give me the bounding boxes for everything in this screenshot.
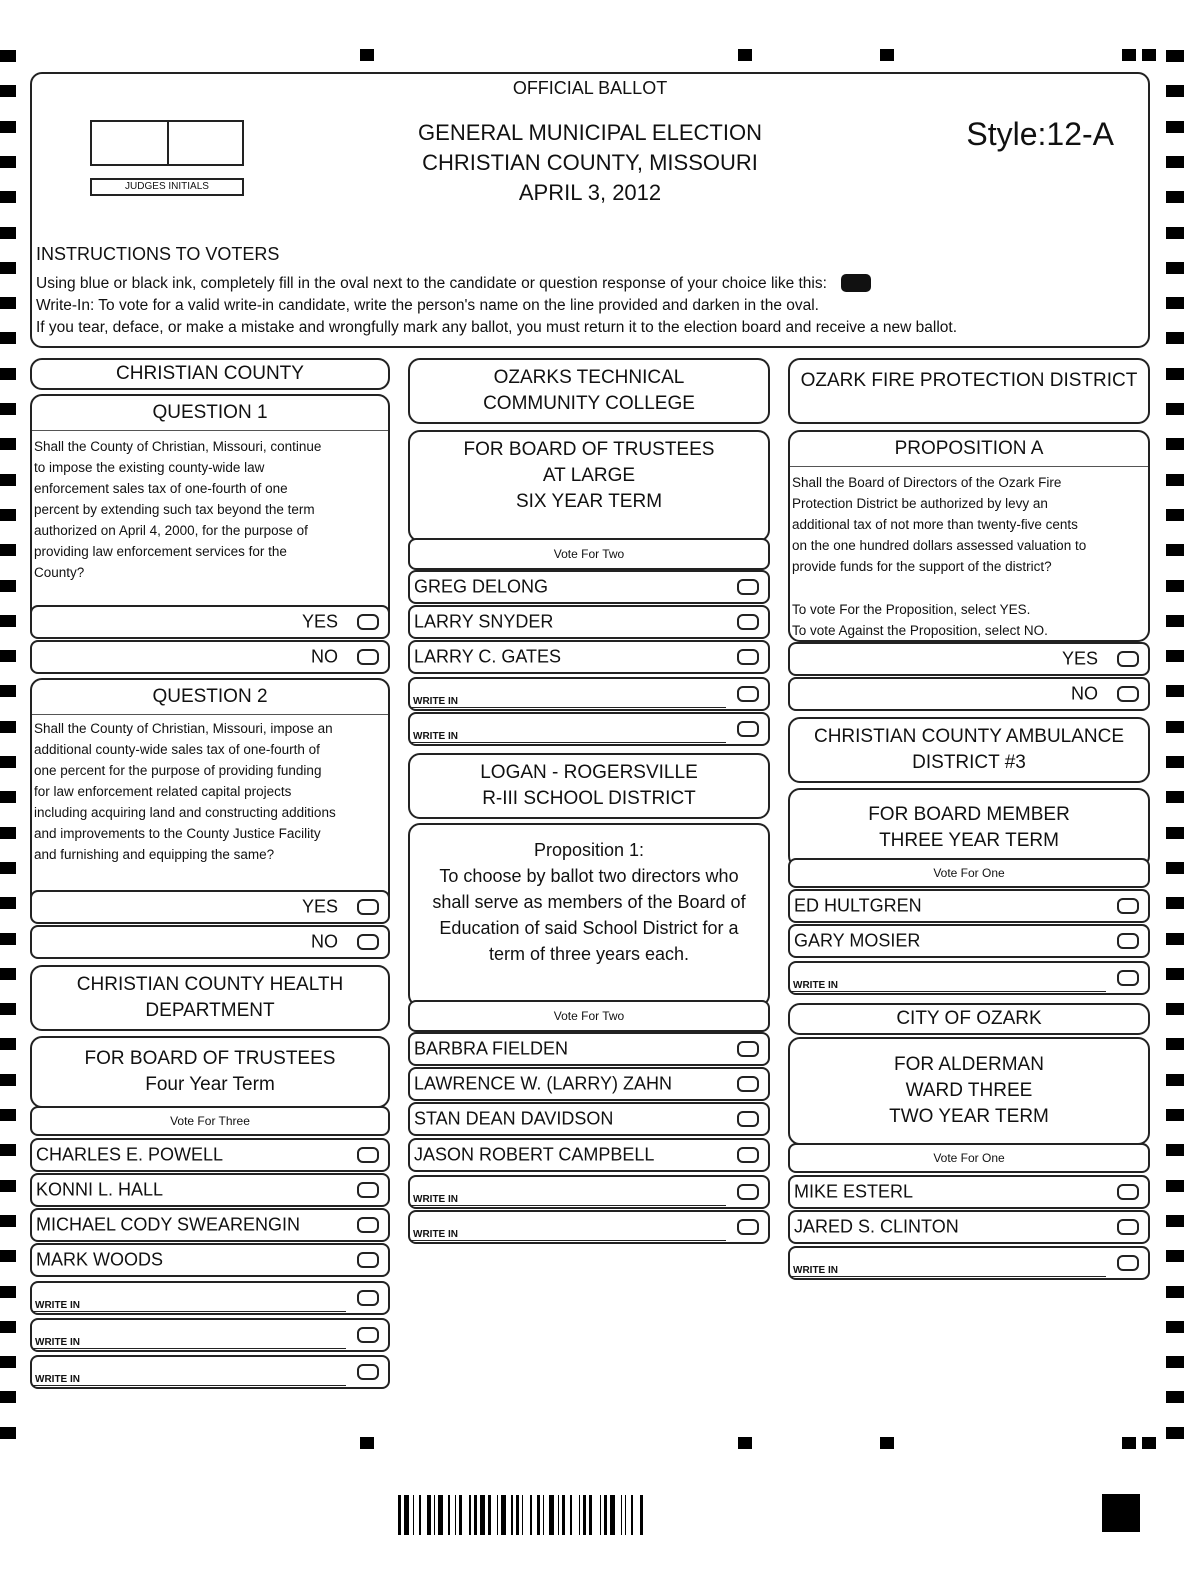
timing-mark [0, 580, 16, 592]
timing-mark [0, 1144, 16, 1156]
health-department-header: CHRISTIAN COUNTY HEALTH DEPARTMENT [30, 965, 390, 1031]
timing-mark [1166, 1391, 1184, 1403]
timing-mark [1166, 721, 1184, 733]
oval[interactable] [737, 649, 759, 665]
timing-mark [1166, 438, 1184, 450]
instructions-line-1: Using blue or black ink, completely fill in the oval next to the candidate or question response of your choice like this: [36, 275, 827, 292]
timing-mark [0, 1038, 16, 1050]
timing-mark [0, 1180, 16, 1192]
ballot-style: Style:12-A [966, 116, 1114, 152]
candidate-name: BARBRA FIELDEN [414, 1038, 569, 1059]
timing-mark [0, 862, 16, 874]
barcode-bar [537, 1495, 540, 1535]
oval[interactable] [357, 899, 379, 915]
barcode-bar [543, 1495, 545, 1535]
timing-mark [0, 685, 16, 697]
timing-mark [1166, 1109, 1184, 1121]
candidate-row[interactable] [30, 1243, 390, 1277]
instructions-title: INSTRUCTIONS TO VOTERS [36, 244, 280, 264]
timing-mark [1166, 933, 1184, 945]
candidate-row[interactable] [788, 1175, 1150, 1209]
question-1-title: QUESTION 1 [152, 402, 268, 423]
oval[interactable] [1117, 651, 1139, 667]
yes-label: YES [301, 611, 338, 632]
vote-for-two: Vote For Two [408, 538, 770, 570]
timing-mark [1122, 49, 1136, 61]
school-district-header: LOGAN - ROGERSVILLE R-III SCHOOL DISTRICT [408, 753, 770, 819]
barcode-bar [459, 1495, 462, 1535]
candidate-row[interactable] [408, 1102, 770, 1136]
oval[interactable] [357, 1217, 379, 1233]
candidate-row[interactable] [30, 1138, 390, 1172]
write-in-label: WRITE IN [413, 1229, 458, 1240]
oval[interactable] [737, 686, 759, 702]
barcode-bar [631, 1495, 633, 1535]
candidate-name: JASON ROBERT CAMPBELL [414, 1144, 655, 1165]
candidate-row[interactable] [408, 1067, 770, 1101]
barcode-bar [404, 1495, 409, 1535]
timing-mark [1166, 1074, 1184, 1086]
corner-block-mark [1102, 1494, 1140, 1532]
instructions-text [36, 270, 1146, 339]
barcode-bar [600, 1495, 602, 1535]
candidate-row[interactable] [30, 1173, 390, 1207]
timing-mark [0, 1286, 16, 1298]
proposition-a-box [788, 430, 1150, 642]
barcode-bar [589, 1495, 592, 1535]
oval[interactable] [357, 1364, 379, 1380]
timing-mark [0, 1250, 16, 1262]
timing-mark [1166, 1427, 1184, 1439]
timing-mark [0, 1391, 16, 1403]
christian-county-header: CHRISTIAN COUNTY [30, 358, 390, 390]
oval[interactable] [737, 721, 759, 737]
judges-initials-label: JUDGES INITIALS [90, 178, 244, 196]
timing-mark [360, 1437, 374, 1449]
oval[interactable] [357, 1182, 379, 1198]
candidate-name: MIKE ESTERL [794, 1181, 914, 1202]
oval[interactable] [737, 1219, 759, 1235]
timing-mark [1166, 1321, 1184, 1333]
barcode-bar [434, 1495, 436, 1535]
timing-mark [1166, 685, 1184, 697]
instructions-line-3: If you tear, deface, or make a mistake and wrongfully mark any ballot, you must return it to the election board and receive a new ballot. [36, 319, 958, 336]
oval[interactable] [737, 614, 759, 630]
timing-mark [880, 1437, 894, 1449]
timing-mark [1166, 332, 1184, 344]
candidate-name: MARK WOODS [36, 1249, 164, 1270]
timing-mark [1166, 1003, 1184, 1015]
timing-mark [1166, 191, 1184, 203]
barcode-bar [438, 1495, 443, 1535]
timing-mark [1166, 50, 1184, 62]
timing-mark [1142, 1437, 1156, 1449]
candidate-name: GREG DELONG [414, 576, 549, 597]
instructions-line-2: Write-In: To vote for a valid write-in candidate, write the person's name on the line provided and darken in the oval. [36, 297, 819, 314]
judges-initials-boxes[interactable] [90, 120, 244, 166]
oval[interactable] [357, 649, 379, 665]
proposition-a-yes-row[interactable] [788, 642, 1150, 676]
candidate-name: JARED S. CLINTON [794, 1216, 959, 1237]
timing-mark [1166, 1180, 1184, 1192]
timing-mark [0, 721, 16, 733]
candidate-name: ED HULTGREN [794, 895, 922, 916]
vote-for-two: Vote For Two [408, 1000, 770, 1032]
timing-mark [0, 1427, 16, 1439]
timing-mark [1166, 368, 1184, 380]
write-in-row[interactable] [30, 1281, 390, 1315]
timing-mark [0, 650, 16, 662]
timing-mark [738, 49, 752, 61]
proposition-a-text: Shall the Board of Directors of the Ozark Fire Protection District be authorized by levy an additional tax of not more than twenty-five cents on the one hundred dollars assessed valuation to provide funds for the support of the district? To vote For the Proposition, select YES. To vote Against the Proposition, select NO. [792, 475, 1087, 638]
write-in-row[interactable] [30, 1318, 390, 1352]
barcode-bar [604, 1495, 607, 1535]
write-in-label: WRITE IN [413, 731, 458, 742]
oval[interactable] [357, 1327, 379, 1343]
oval[interactable] [357, 1147, 379, 1163]
timing-mark [0, 615, 16, 627]
write-in-label: WRITE IN [35, 1300, 80, 1311]
question-1-text: Shall the County of Christian, Missouri, continue to impose the existing county-wide law enforcement sales tax of one-fourth of one percent by extending such tax beyond the term authorized on April 4, 2000, for the purpose of providing law enforcement services for the County? [34, 439, 322, 580]
candidate-row[interactable] [788, 889, 1150, 923]
timing-mark [1166, 791, 1184, 803]
candidate-name: GARY MOSIER [794, 930, 921, 951]
oval[interactable] [1117, 1219, 1139, 1235]
question-2-text: Shall the County of Christian, Missouri, impose an additional county-wide sales tax of one-fourth of one percent for the purpose of providing funding for law enforcement related capital projects including acquiring land and constructing additions and improvements to the County Justice Facility and furnishing and equipping the same? [34, 721, 336, 862]
write-in-row[interactable] [408, 712, 770, 746]
timing-mark [1166, 1286, 1184, 1298]
city-of-ozark-header: CITY OF OZARK [788, 1003, 1150, 1035]
question-2-box [30, 678, 390, 918]
timing-mark [1166, 1356, 1184, 1368]
no-label: NO [311, 646, 338, 667]
timing-mark [0, 1074, 16, 1086]
board-member-header: FOR BOARD MEMBER THREE YEAR TERM [788, 788, 1150, 868]
barcode-bar [413, 1495, 415, 1535]
candidate-row[interactable] [788, 1210, 1150, 1244]
barcode-bar [455, 1495, 457, 1535]
candidate-name: KONNI L. HALL [36, 1179, 164, 1200]
oval[interactable] [357, 1290, 379, 1306]
barcode-bar [469, 1495, 471, 1535]
timing-mark [0, 227, 16, 239]
timing-mark [0, 509, 16, 521]
health-trustees-header: FOR BOARD OF TRUSTEES Four Year Term [30, 1036, 390, 1108]
proposition-a-no-row[interactable] [788, 677, 1150, 711]
candidate-row[interactable] [408, 1032, 770, 1066]
timing-mark [0, 1003, 16, 1015]
candidate-row[interactable] [788, 924, 1150, 958]
timing-mark [0, 474, 16, 486]
timing-mark [1166, 227, 1184, 239]
official-ballot-label: OFFICIAL BALLOT [512, 78, 668, 98]
oval[interactable] [357, 614, 379, 630]
proposition-1-text: Proposition 1: To choose by ballot two directors who shall serve as members of the Board of Education of said School District for a term of three years each. [432, 840, 746, 964]
write-in-row[interactable] [408, 677, 770, 711]
oval[interactable] [737, 1147, 759, 1163]
alderman-header: FOR ALDERMAN WARD THREE TWO YEAR TERM [788, 1037, 1150, 1145]
write-in-label: WRITE IN [413, 696, 458, 707]
timing-mark [1166, 1038, 1184, 1050]
timing-mark [1166, 262, 1184, 274]
timing-mark [0, 262, 16, 274]
proposition-1-box [408, 823, 770, 1007]
barcode-bar [625, 1495, 627, 1535]
barcode-bar [511, 1495, 513, 1535]
question-2-no-row[interactable] [30, 925, 390, 959]
oval[interactable] [357, 1252, 379, 1268]
barcode-bar [562, 1495, 565, 1535]
barcode-bar [488, 1495, 491, 1535]
timing-mark [1142, 49, 1156, 61]
barcode-bar [640, 1495, 643, 1535]
timing-mark [1166, 1250, 1184, 1262]
oval[interactable] [1117, 898, 1139, 914]
timing-mark [1166, 650, 1184, 662]
timing-mark [0, 297, 16, 309]
oval[interactable] [1117, 686, 1139, 702]
barcode-bar [480, 1495, 485, 1535]
question-2-title: QUESTION 2 [152, 686, 268, 707]
election-date: APRIL 3, 2012 [518, 180, 662, 205]
write-in-row[interactable] [788, 961, 1150, 995]
question-1-yes-row[interactable] [30, 605, 390, 639]
write-in-label: WRITE IN [413, 1194, 458, 1205]
barcode-bar [583, 1495, 586, 1535]
barcode-bar [579, 1495, 581, 1535]
timing-mark [0, 156, 16, 168]
timing-mark [0, 85, 16, 97]
timing-mark [0, 332, 16, 344]
question-1-box [30, 394, 390, 634]
timing-mark [0, 1356, 16, 1368]
barcode-bar [621, 1495, 623, 1535]
timing-mark [1166, 862, 1184, 874]
timing-mark [0, 1215, 16, 1227]
vote-for-one: Vote For One [788, 858, 1150, 888]
timing-mark [0, 121, 16, 133]
timing-mark [1166, 85, 1184, 97]
candidate-name: LARRY SNYDER [414, 611, 554, 632]
oval[interactable] [737, 1184, 759, 1200]
vote-for-three: Vote For Three [30, 1106, 390, 1136]
barcode-bar [419, 1495, 421, 1535]
oval[interactable] [357, 934, 379, 950]
oval[interactable] [737, 1041, 759, 1057]
vote-for-one: Vote For One [788, 1143, 1150, 1173]
candidate-row[interactable] [408, 605, 770, 639]
timing-mark [1166, 297, 1184, 309]
timing-mark [1166, 756, 1184, 768]
timing-mark [0, 544, 16, 556]
candidate-row[interactable] [408, 570, 770, 604]
timing-mark [0, 368, 16, 380]
timing-mark [0, 1321, 16, 1333]
oval[interactable] [1117, 1184, 1139, 1200]
write-in-label: WRITE IN [793, 1265, 838, 1276]
timing-mark [1166, 615, 1184, 627]
timing-mark [0, 191, 16, 203]
barcode [398, 1495, 818, 1535]
yes-label: YES [1061, 648, 1098, 669]
write-in-label: WRITE IN [793, 980, 838, 991]
filled-oval-example [841, 274, 871, 292]
timing-mark [0, 791, 16, 803]
candidate-row[interactable] [408, 1138, 770, 1172]
candidate-name: STAN DEAN DAVIDSON [414, 1108, 614, 1129]
barcode-bar [474, 1495, 477, 1535]
timing-mark [0, 50, 16, 62]
barcode-bar [497, 1495, 499, 1535]
question-1-no-row[interactable] [30, 640, 390, 674]
timing-mark [0, 1109, 16, 1121]
ambulance-district-header: CHRISTIAN COUNTY AMBULANCE DISTRICT #3 [788, 717, 1150, 783]
yes-label: YES [301, 896, 338, 917]
candidate-row[interactable] [30, 1208, 390, 1242]
timing-mark [0, 897, 16, 909]
timing-mark [1166, 509, 1184, 521]
oval[interactable] [1117, 1255, 1139, 1271]
write-in-label: WRITE IN [35, 1374, 80, 1385]
barcode-bar [549, 1495, 554, 1535]
write-in-row[interactable] [30, 1355, 390, 1389]
timing-mark [1166, 580, 1184, 592]
fire-district-header: OZARK FIRE PROTECTION DISTRICT [788, 358, 1150, 424]
barcode-bar [398, 1495, 401, 1535]
candidate-name: CHARLES E. POWELL [36, 1144, 224, 1165]
oval[interactable] [1117, 933, 1139, 949]
candidate-name: MICHAEL CODY SWEARENGIN [36, 1214, 301, 1235]
judges-box-divider [167, 122, 169, 164]
barcode-bar [516, 1495, 519, 1535]
oval[interactable] [737, 1076, 759, 1092]
barcode-bar [522, 1495, 524, 1535]
barcode-bar [610, 1495, 615, 1535]
barcode-bar [448, 1495, 450, 1535]
timing-mark [0, 403, 16, 415]
timing-mark [0, 756, 16, 768]
oval[interactable] [1117, 970, 1139, 986]
election-name: GENERAL MUNICIPAL ELECTION [418, 120, 762, 145]
timing-mark [738, 1437, 752, 1449]
timing-mark [1166, 827, 1184, 839]
write-in-row[interactable] [408, 1175, 770, 1209]
question-2-yes-row[interactable] [30, 890, 390, 924]
candidate-row[interactable] [408, 640, 770, 674]
oval[interactable] [737, 579, 759, 595]
timing-mark [1166, 121, 1184, 133]
write-in-row[interactable] [408, 1210, 770, 1244]
oval[interactable] [737, 1111, 759, 1127]
candidate-name: LAWRENCE W. (LARRY) ZAHN [414, 1073, 673, 1094]
barcode-bar [558, 1495, 560, 1535]
timing-mark [1166, 1215, 1184, 1227]
timing-mark [1166, 897, 1184, 909]
barcode-bar [530, 1495, 532, 1535]
timing-mark [0, 438, 16, 450]
timing-mark [1166, 1144, 1184, 1156]
timing-mark [1166, 474, 1184, 486]
timing-mark [1166, 968, 1184, 980]
timing-mark [1166, 156, 1184, 168]
timing-mark [0, 827, 16, 839]
proposition-a-title: PROPOSITION A [894, 438, 1044, 459]
no-label: NO [1071, 683, 1098, 704]
timing-mark [1166, 544, 1184, 556]
otc-header: OZARKS TECHNICAL COMMUNITY COLLEGE [408, 358, 770, 424]
write-in-label: WRITE IN [35, 1337, 80, 1348]
timing-mark [0, 933, 16, 945]
barcode-bar [501, 1495, 506, 1535]
otc-trustees-header: FOR BOARD OF TRUSTEES AT LARGE SIX YEAR TERM [408, 430, 770, 542]
barcode-bar [570, 1495, 572, 1535]
header-box [30, 72, 1150, 348]
timing-mark [1166, 403, 1184, 415]
timing-mark [880, 49, 894, 61]
candidate-name: LARRY C. GATES [414, 646, 562, 667]
write-in-row[interactable] [788, 1246, 1150, 1280]
timing-mark [0, 968, 16, 980]
timing-mark [1122, 1437, 1136, 1449]
election-county: CHRISTIAN COUNTY, MISSOURI [422, 150, 758, 175]
timing-mark [360, 49, 374, 61]
no-label: NO [311, 931, 338, 952]
barcode-bar [427, 1495, 430, 1535]
